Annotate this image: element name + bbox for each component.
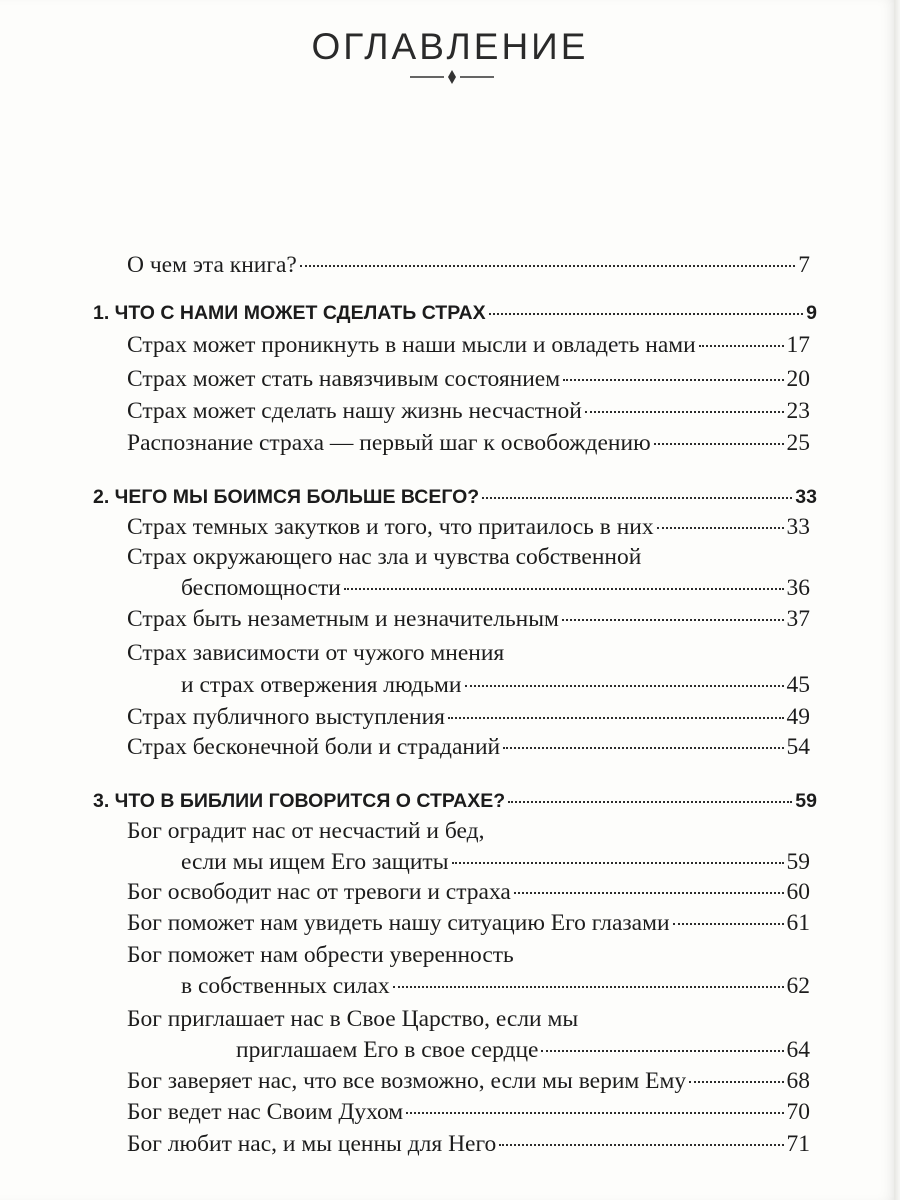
- page-number: 64: [786, 1037, 810, 1063]
- page-number: 70: [786, 1099, 810, 1125]
- dot-leader: [393, 986, 784, 988]
- dot-leader: [585, 411, 784, 413]
- page-number: 25: [786, 430, 810, 456]
- page-number: 17: [786, 332, 810, 358]
- dot-leader: [654, 443, 784, 445]
- page-number: 36: [786, 575, 810, 601]
- dot-leader: [673, 923, 784, 925]
- dot-leader: [452, 862, 784, 864]
- dot-leader: [563, 379, 783, 381]
- page-number: 20: [786, 366, 810, 392]
- table-of-contents: О чем эта книга? 7 1. ЧТО С НАМИ МОЖЕТ СДЕЛАТЬ СТРАХ 9 Страх может проникнуть в наши мысли и овладеть нами 17 Страх может стать навязчивым состоянием 20 Страх может сделать нашу жизнь несчастной 23 Распознание страха — первый шаг к освобождению 25 2. ЧЕГО МЫ БОИМСЯ БОЛЬШЕ ВСЕГО? 33 Страх темных закутков и того, что притаилось в них 33 Страх окружающего нас зла и чувства собственной беспомощности 36 Страх быть незаметным и незначительным 37 Страх зависимости от чужого мнения и страх отвержения людьми 45 Страх публичного выступления 49 Страх бесконечной боли и страданий 54 3. ЧТО В БИБЛИИ ГОВОРИТСЯ О СТРАХЕ? 59 Бог оградит нас от несчастий и бед, если мы ищем Его защиты 59 Бог освободит нас от тревоги и страха 60 Бог поможет нам увидеть нашу ситуацию Его глазами 61 Бог поможет нам обрести уверенность в собственных силах 62 Бог приглашает нас в Свое Царство, если мы приглашаем Его в свое сердце 64 Бог заверяет нас, что все возможно, если мы верим Ему 68 Бог ведет нас Своим Духом 70 Бог любит нас, и мы ценны для Него 71: [0, 0, 900, 1200]
- dot-leader: [489, 313, 804, 315]
- page-number: 60: [786, 879, 810, 905]
- page-number: 37: [786, 606, 810, 632]
- page-number: 59: [795, 790, 817, 812]
- page-number: 62: [786, 973, 810, 999]
- dot-leader: [406, 1112, 783, 1114]
- page-number: 61: [786, 910, 810, 936]
- dot-leader: [508, 801, 792, 803]
- page-number: 23: [786, 398, 810, 424]
- page-number: 7: [798, 252, 810, 278]
- dot-leader: [503, 747, 783, 749]
- dot-leader: [562, 619, 784, 621]
- dot-leader: [482, 497, 792, 499]
- page-number: 33: [795, 486, 817, 508]
- page-number: 49: [786, 704, 810, 730]
- dot-leader: [689, 1081, 783, 1083]
- page-number: 59: [786, 849, 810, 875]
- page-number: 54: [786, 734, 810, 760]
- dot-leader: [465, 685, 784, 687]
- dot-leader: [541, 1050, 783, 1052]
- page-number: 33: [786, 514, 810, 540]
- page-number: 45: [786, 672, 810, 698]
- page-number: 71: [786, 1131, 810, 1157]
- dot-leader: [448, 717, 784, 719]
- dot-leader: [300, 265, 795, 267]
- page-number: 68: [786, 1068, 810, 1094]
- page-number: 9: [806, 302, 817, 324]
- dot-leader: [699, 345, 784, 347]
- page-title: ОГЛАВЛЕНИЕ: [311, 26, 589, 67]
- dot-leader: [344, 588, 784, 590]
- dot-leader: [514, 892, 784, 894]
- dot-leader: [499, 1144, 783, 1146]
- dot-leader: [657, 527, 784, 529]
